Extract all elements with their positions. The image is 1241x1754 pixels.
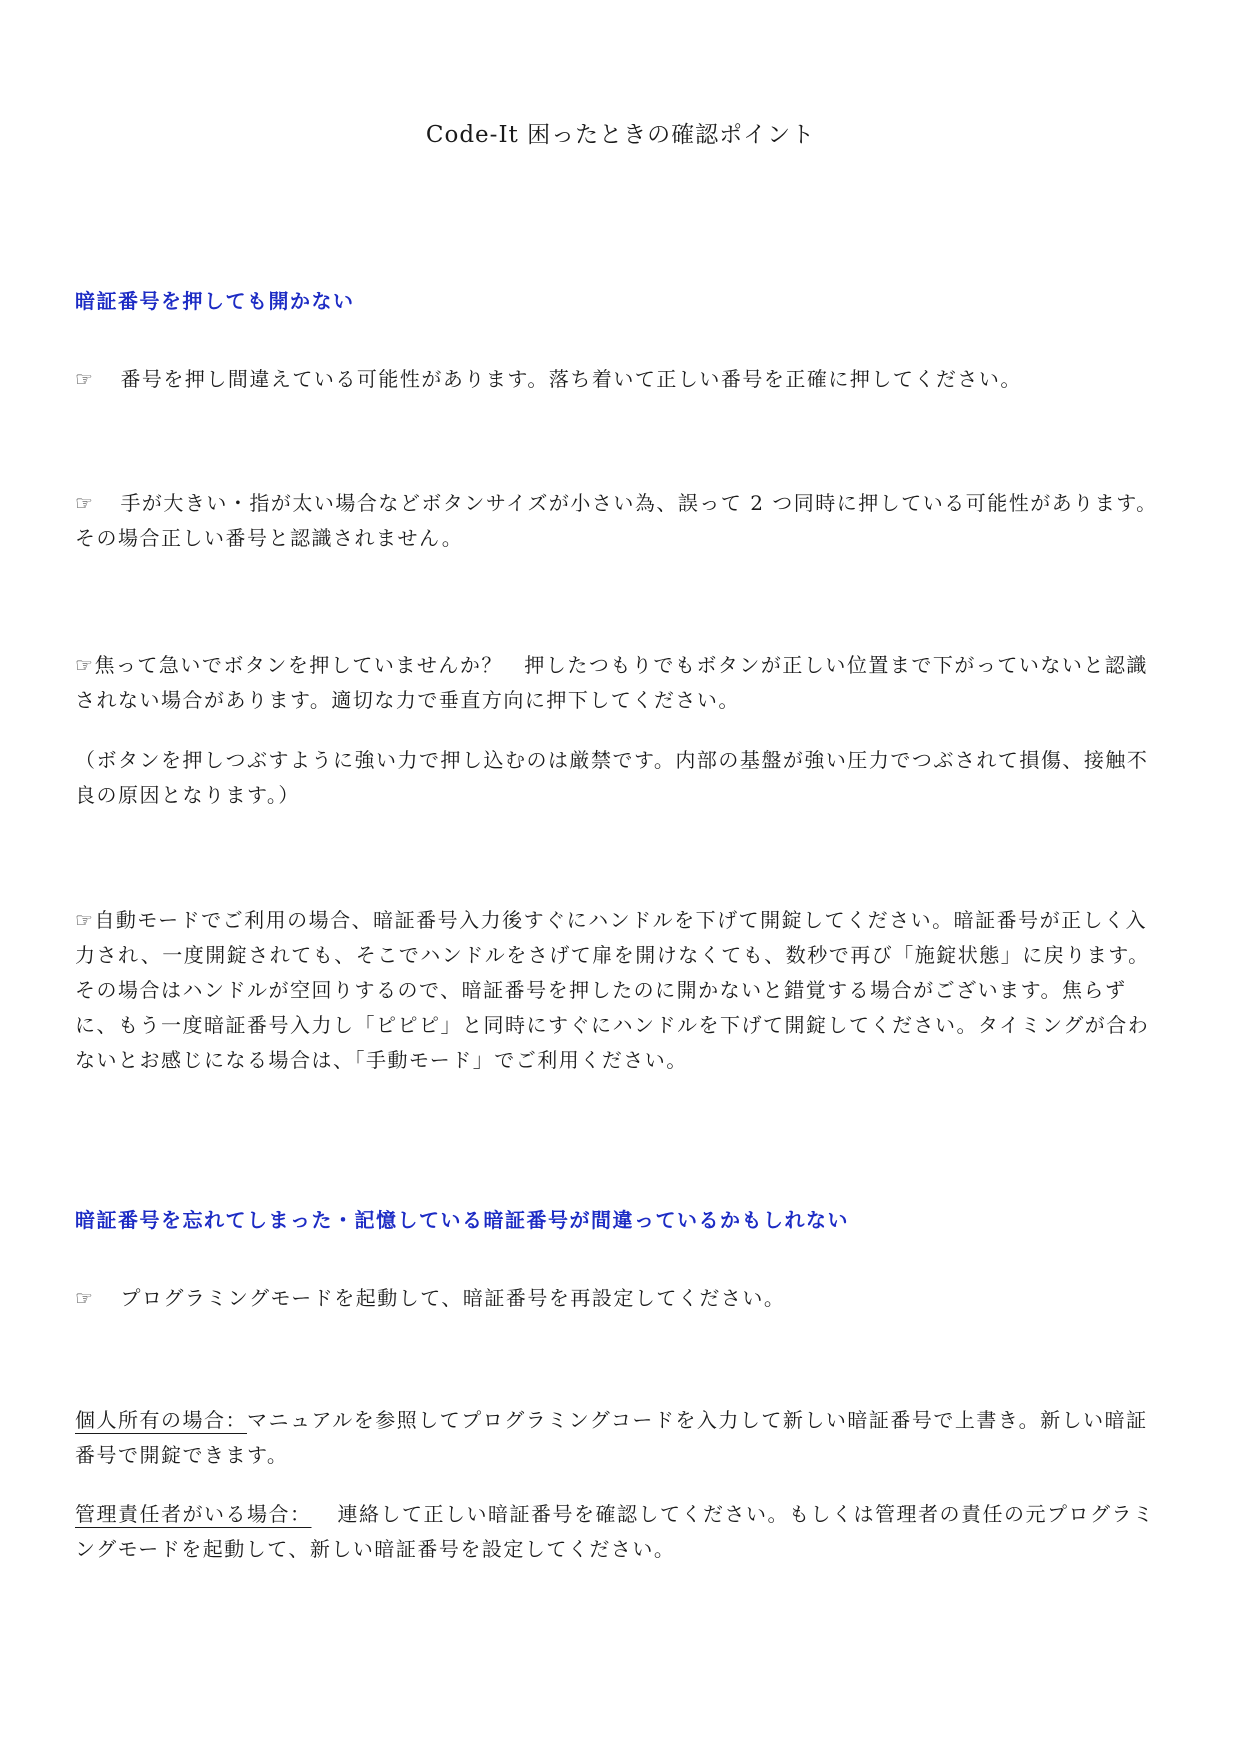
paragraph-text: 手が大きい・指が太い場合などボタンサイズが小さい為、誤って 2 つ同時に押している可能性があります。その場合正しい番号と認識されません。 bbox=[75, 491, 1158, 550]
paragraph-text: 焦って急いでボタンを押していませんか？ 押したつもりでもボタンが正しい位置まで下がっていないと認識されない場合があります。適切な力で垂直方向に押下してください。 bbox=[75, 653, 1148, 712]
pointing-hand-icon: ☞ bbox=[75, 1286, 95, 1310]
document-title: Code-It 困ったときの確認ポイント bbox=[425, 122, 816, 148]
case-label: 個人所有の場合： bbox=[75, 1408, 247, 1432]
case-label: 管理責任者がいる場合： bbox=[75, 1502, 312, 1526]
paragraph bbox=[75, 743, 1165, 813]
pointing-hand-icon: ☞ bbox=[75, 653, 95, 677]
paragraph bbox=[75, 648, 1165, 718]
paragraph-text: （ボタンを押しつぶすように強い力で押し込むのは厳禁です。内部の基盤が強い圧力でつぶされて損傷、接触不良の原因となります。） bbox=[75, 748, 1149, 807]
section-heading: 暗証番号を忘れてしまった・記憶している暗証番号が間違っているかもしれない bbox=[75, 1208, 849, 1232]
section-heading: 暗証番号を押しても開かない bbox=[75, 289, 355, 313]
paragraph bbox=[75, 486, 1165, 556]
pointing-hand-icon: ☞ bbox=[75, 491, 95, 515]
paragraph-text: 自動モードでご利用の場合、暗証番号入力後すぐにハンドルを下げて開錠してください。暗証番号が正しく入力され、一度開錠されても、そこでハンドルをさげて扉を開けなくても、数秒で再び「施錠状態」に戻ります。その場合はハンドルが空回りするので、暗証番号を押したのに開かないと錯覚する場合がございます。焦らずに、もう一度暗証番号入力し「ピピピ」と同時にすぐにハンドルを下げて開錠してください。タイミングが合わないとお感じになる場合は、「手動モード」でご利用ください。 bbox=[75, 908, 1150, 1072]
case-paragraph bbox=[75, 1403, 1165, 1473]
case-text: 連絡して正しい暗証番号を確認してください。もしくは管理者の責任の元プログラミングモードを起動して、新しい暗証番号を設定してください。 bbox=[75, 1502, 1155, 1561]
case-paragraph bbox=[75, 1497, 1165, 1567]
paragraph bbox=[75, 1281, 1165, 1316]
paragraph-text: プログラミングモードを起動して、暗証番号を再設定してください。 bbox=[120, 1286, 786, 1310]
pointing-hand-icon: ☞ bbox=[75, 367, 95, 391]
paragraph-text: 番号を押し間違えている可能性があります。落ち着いて正しい番号を正確に押してください。 bbox=[120, 367, 1022, 391]
paragraph bbox=[75, 362, 1165, 397]
case-text: マニュアルを参照してプログラミングコードを入力して新しい暗証番号で上書き。新しい暗証番号で開錠できます。 bbox=[75, 1408, 1148, 1467]
pointing-hand-icon: ☞ bbox=[75, 908, 95, 932]
paragraph bbox=[75, 903, 1165, 1078]
